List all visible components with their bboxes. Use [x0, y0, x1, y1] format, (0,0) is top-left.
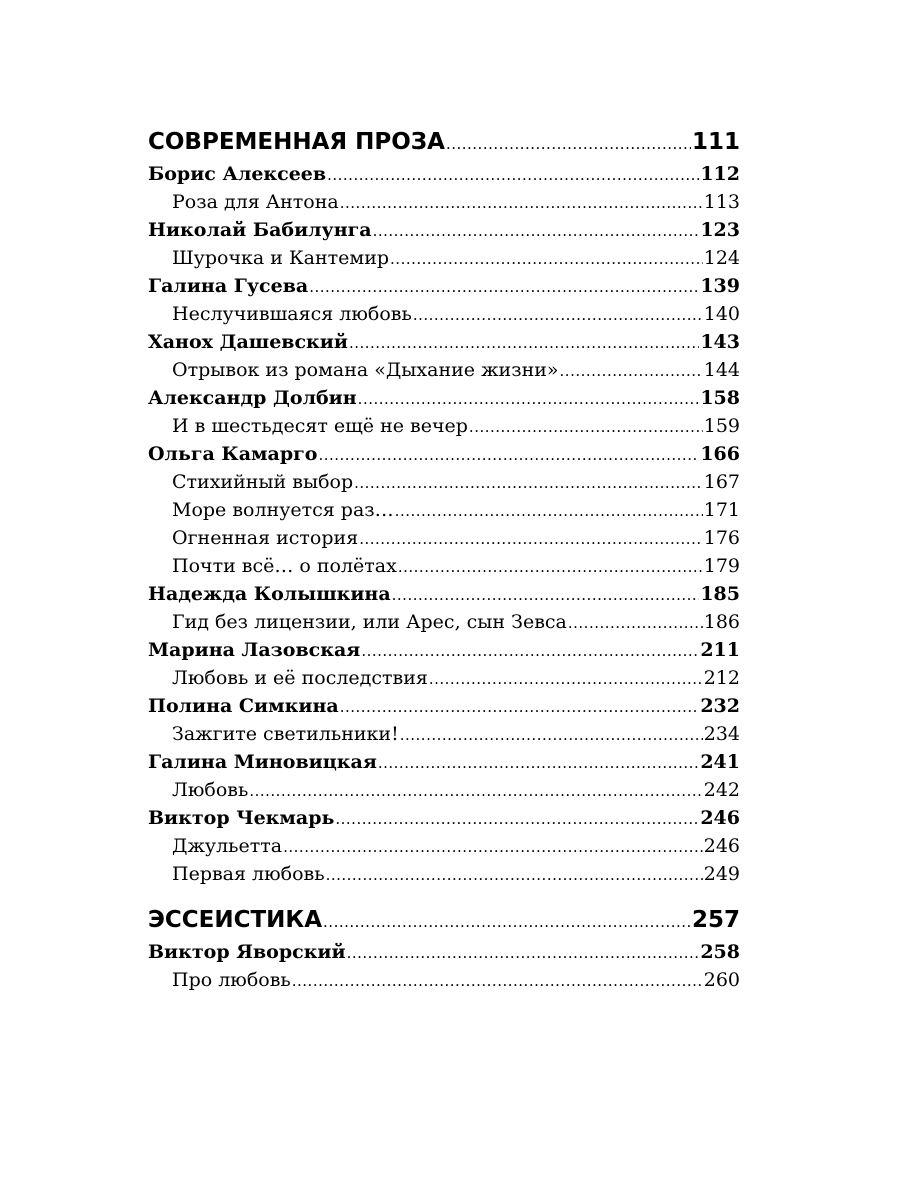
page-number: 112 — [700, 163, 740, 185]
dot-leader — [392, 580, 700, 609]
work-title: Шурочка и Кантемир — [172, 247, 390, 269]
dot-leader — [249, 776, 702, 805]
toc-work[interactable] — [148, 188, 740, 216]
work-title: Зажгите светильники! — [172, 723, 399, 745]
work-title: Гид без лицензии, или Арес, сын Зевса — [172, 611, 567, 633]
dot-leader — [349, 328, 699, 357]
page-number: 166 — [700, 443, 740, 465]
page-number: 186 — [703, 611, 740, 633]
toc-author[interactable] — [148, 160, 740, 188]
toc-work[interactable] — [148, 468, 740, 496]
work-title: Первая любовь — [172, 863, 325, 885]
toc-author[interactable] — [148, 636, 740, 664]
dot-leader — [326, 860, 703, 889]
work-title: Море волнуется раз… — [172, 499, 394, 521]
page-number: 249 — [703, 863, 740, 885]
dot-leader — [378, 748, 699, 777]
page-number: 124 — [703, 247, 740, 269]
work-title: И в шестьдесят ещё не вечер — [172, 415, 468, 437]
toc-work[interactable] — [148, 832, 740, 860]
work-title: Неслучившаяся любовь — [172, 303, 412, 325]
dot-leader — [413, 300, 703, 329]
dot-leader — [283, 832, 703, 861]
page-number: 171 — [703, 499, 740, 521]
page-number: 159 — [703, 415, 740, 437]
toc-section[interactable] — [148, 124, 740, 160]
toc-work[interactable] — [148, 860, 740, 888]
dot-leader — [446, 124, 691, 162]
toc-author[interactable] — [148, 328, 740, 356]
page-number: 212 — [703, 667, 740, 689]
page-number: 185 — [700, 583, 740, 605]
page-number: 241 — [700, 751, 740, 773]
dot-leader — [359, 524, 703, 553]
author-name: Галина Миновицкая — [148, 751, 377, 773]
author-name: Галина Гусева — [148, 275, 309, 297]
page-number: 123 — [700, 219, 740, 241]
page-number: 167 — [703, 471, 740, 493]
work-title: Джульетта — [172, 835, 283, 857]
toc-author[interactable] — [148, 216, 740, 244]
work-title: Огненная история — [172, 527, 359, 549]
toc-author[interactable] — [148, 938, 740, 966]
toc-author[interactable] — [148, 580, 740, 608]
dot-leader — [361, 636, 699, 665]
dot-leader — [469, 412, 703, 441]
page-number: 143 — [700, 331, 740, 353]
page-number: 139 — [700, 275, 740, 297]
dot-leader — [340, 188, 703, 217]
toc-work[interactable] — [148, 412, 740, 440]
dot-leader — [318, 440, 699, 469]
dot-leader — [395, 496, 703, 525]
dot-leader — [323, 902, 691, 940]
table-of-contents — [148, 124, 740, 994]
section-title: ЭССЕИСТИКА — [148, 907, 323, 933]
toc-work[interactable] — [148, 496, 740, 524]
author-name: Виктор Чекмарь — [148, 807, 335, 829]
author-name: Марина Лазовская — [148, 639, 361, 661]
toc-author[interactable] — [148, 272, 740, 300]
page-number: 111 — [691, 129, 740, 155]
page-number: 140 — [703, 303, 740, 325]
dot-leader — [568, 608, 703, 637]
page-number: 211 — [700, 639, 740, 661]
dot-leader — [358, 384, 700, 413]
work-title: Любовь — [172, 779, 249, 801]
work-title: Отрывок из романа «Дыхание жизни» — [172, 359, 559, 381]
author-name: Александр Долбин — [148, 387, 357, 409]
author-name: Николай Бабилунга — [148, 219, 372, 241]
dot-leader — [390, 244, 703, 273]
dot-leader — [398, 552, 703, 581]
page-number: 246 — [700, 807, 740, 829]
work-title: Любовь и её последствия — [172, 667, 428, 689]
page-number: 232 — [700, 695, 740, 717]
page-number: 113 — [703, 191, 740, 213]
work-title: Роза для Антона — [172, 191, 339, 213]
page-number: 176 — [703, 527, 740, 549]
author-name: Борис Алексеев — [148, 163, 327, 185]
dot-leader — [354, 468, 703, 497]
toc-author[interactable] — [148, 748, 740, 776]
author-name: Полина Симкина — [148, 695, 339, 717]
toc-work[interactable] — [148, 720, 740, 748]
work-title: Про любовь — [172, 969, 291, 991]
work-title: Почти всё… о полётах — [172, 555, 397, 577]
page-number: 246 — [703, 835, 740, 857]
page-number: 234 — [703, 723, 740, 745]
toc-work[interactable] — [148, 552, 740, 580]
work-title: Стихийный выбор — [172, 471, 354, 493]
dot-leader — [347, 938, 700, 967]
toc-author[interactable] — [148, 692, 740, 720]
dot-leader — [292, 966, 703, 995]
author-name: Ханох Дашевский — [148, 331, 348, 353]
dot-leader — [429, 664, 703, 693]
author-name: Надежда Колышкина — [148, 583, 391, 605]
dot-leader — [335, 804, 699, 833]
author-name: Виктор Яворский — [148, 941, 346, 963]
dot-leader — [400, 720, 703, 749]
page-number: 179 — [703, 555, 740, 577]
toc-work[interactable] — [148, 356, 740, 384]
toc-work[interactable] — [148, 776, 740, 804]
dot-leader — [560, 356, 703, 385]
author-name: Ольга Камарго — [148, 443, 318, 465]
page-number: 257 — [691, 907, 740, 933]
dot-leader — [340, 692, 700, 721]
toc-author[interactable] — [148, 384, 740, 412]
dot-leader — [327, 160, 699, 189]
section-title: СОВРЕМЕННАЯ ПРОЗА — [148, 129, 445, 155]
page-number: 242 — [703, 779, 740, 801]
toc-work[interactable] — [148, 608, 740, 636]
page-number: 258 — [700, 941, 740, 963]
toc-work[interactable] — [148, 664, 740, 692]
page-number: 260 — [703, 969, 740, 991]
page-number: 144 — [703, 359, 740, 381]
toc-work[interactable] — [148, 966, 740, 994]
toc-work[interactable] — [148, 524, 740, 552]
toc-work[interactable] — [148, 300, 740, 328]
toc-author[interactable] — [148, 804, 740, 832]
toc-work[interactable] — [148, 244, 740, 272]
toc-section[interactable] — [148, 902, 740, 938]
toc-author[interactable] — [148, 440, 740, 468]
dot-leader — [309, 272, 699, 301]
dot-leader — [373, 216, 700, 245]
page-number: 158 — [700, 387, 740, 409]
